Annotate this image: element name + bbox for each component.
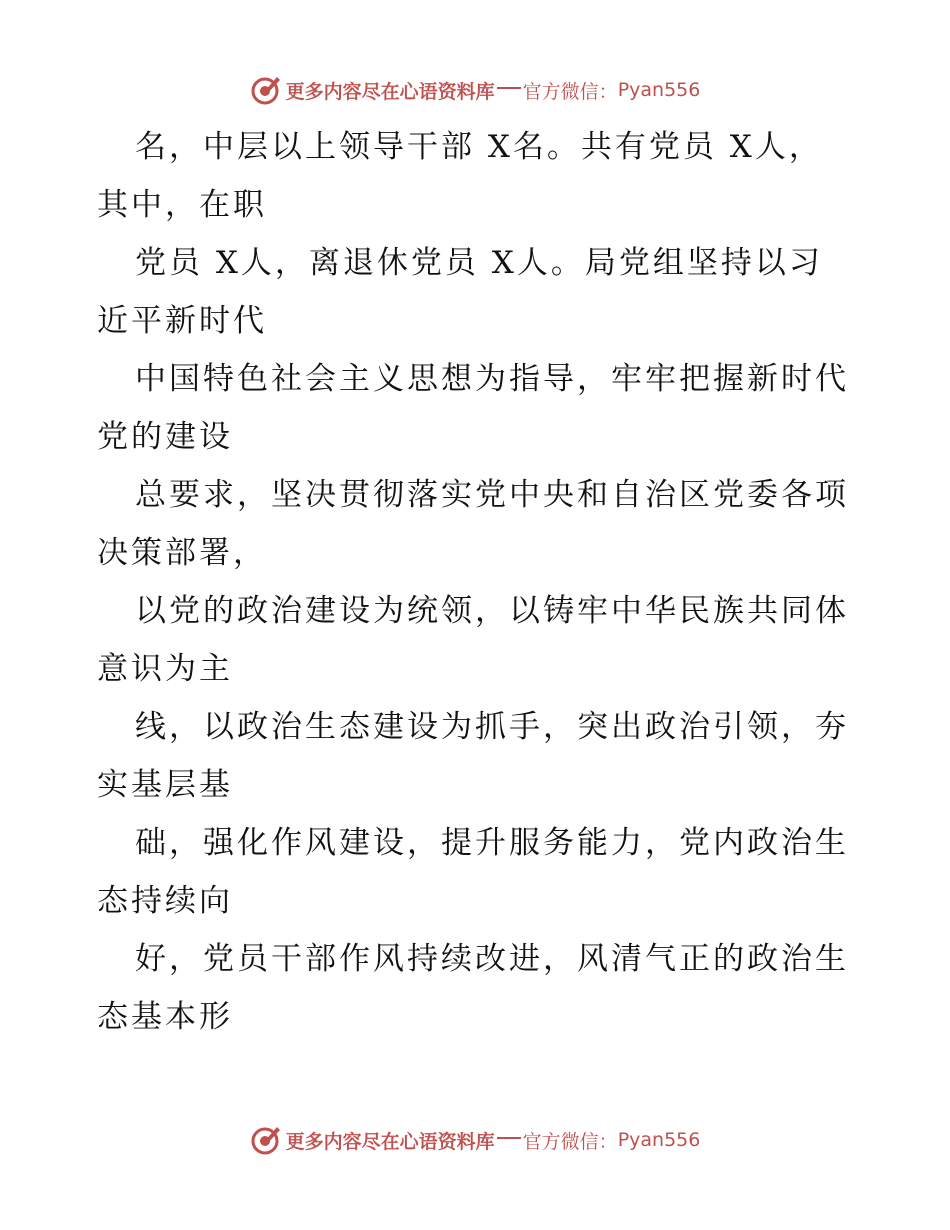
body-line-8: 决策部署， bbox=[97, 535, 267, 571]
pen-logo-icon bbox=[250, 1124, 282, 1156]
body-line-16: 态基本形 bbox=[97, 999, 233, 1035]
footer-dash bbox=[497, 1137, 521, 1139]
footer-banner bbox=[0, 1120, 950, 1160]
body-line-7: 总要求，坚决贯彻落实党中央和自治区党委各项 bbox=[135, 477, 849, 513]
header-dash bbox=[497, 87, 521, 89]
body-line-4: 近平新时代 bbox=[97, 303, 267, 339]
header-banner bbox=[0, 70, 950, 110]
pen-logo-icon bbox=[250, 74, 282, 106]
body-line-10: 意识为主 bbox=[97, 651, 233, 687]
body-line-14: 态持续向 bbox=[97, 883, 233, 919]
body-line-3: 党员 X人，离退休党员 X人。局党组坚持以习 bbox=[135, 245, 823, 281]
body-line-12: 实基层基 bbox=[97, 767, 233, 803]
body-line-1: 名，中层以上领导干部 X名。共有党员 X人， bbox=[135, 129, 823, 165]
footer-account-id: Pyan556 bbox=[617, 1129, 701, 1151]
header-account-id: Pyan556 bbox=[617, 79, 701, 101]
footer-official-label: 官方微信： bbox=[522, 1130, 618, 1153]
body-line-5: 中国特色社会主义思想为指导，牢牢把握新时代 bbox=[135, 361, 849, 397]
body-line-9: 以党的政治建设为统领，以铸牢中华民族共同体 bbox=[135, 593, 849, 629]
header-brand-text: 更多内容尽在心语资料库 bbox=[285, 80, 495, 103]
footer-brand-text: 更多内容尽在心语资料库 bbox=[285, 1130, 495, 1153]
body-line-13: 础，强化作风建设，提升服务能力，党内政治生 bbox=[135, 825, 849, 861]
body-line-2: 其中，在职 bbox=[97, 187, 267, 223]
document-body bbox=[97, 118, 857, 1046]
header-official-label: 官方微信： bbox=[522, 80, 618, 103]
body-line-6: 党的建设 bbox=[97, 419, 233, 455]
body-line-15: 好，党员干部作风持续改进，风清气正的政治生 bbox=[135, 941, 849, 977]
body-line-11: 线，以政治生态建设为抓手，突出政治引领，夯 bbox=[135, 709, 849, 745]
